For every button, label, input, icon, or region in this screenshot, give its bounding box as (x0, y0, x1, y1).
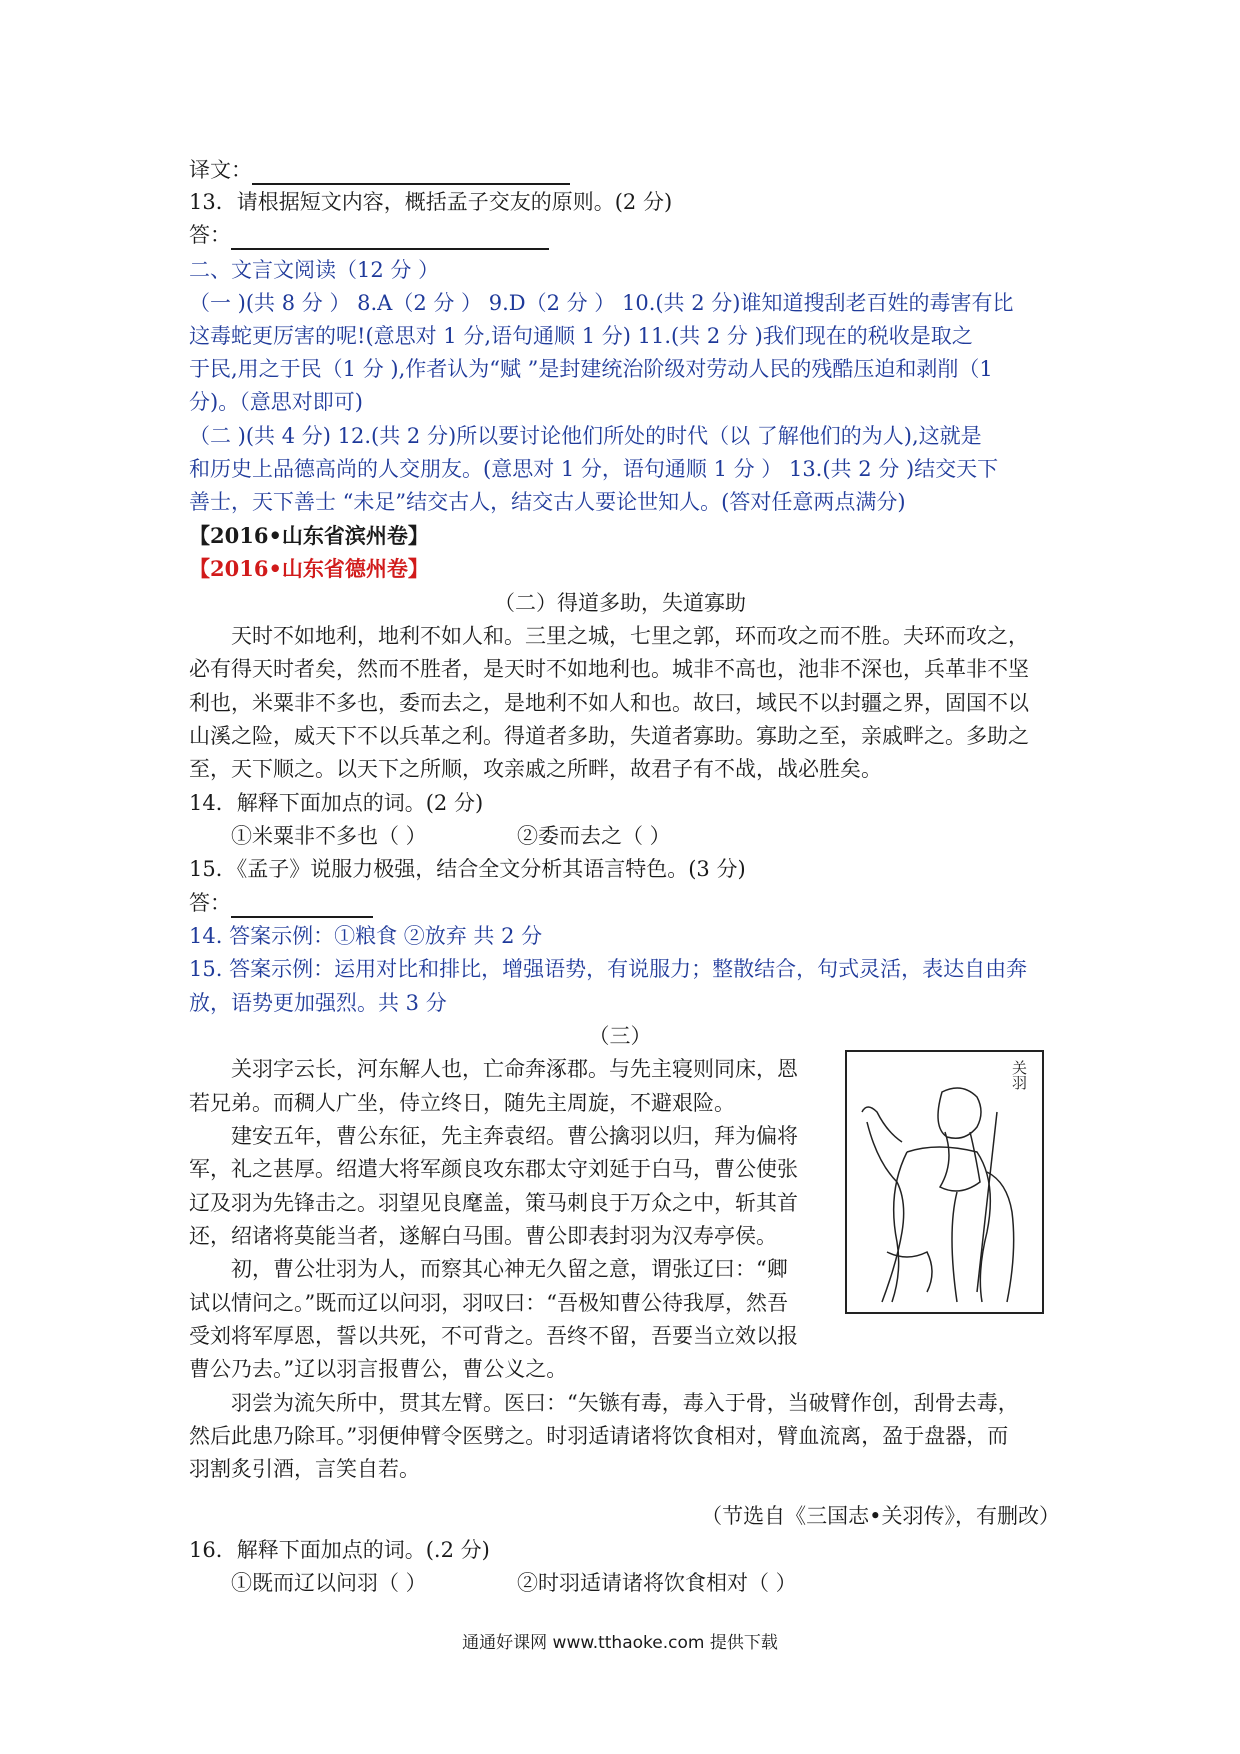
translation-label: 译文： (189, 158, 252, 182)
question-14: 14．解释下面加点的词。(2 分) (189, 791, 484, 815)
guan-yu-figure-icon (847, 1052, 1042, 1312)
answer-c-line: 15. 答案示例：运用对比和排比，增强语势，有说服力；整散结合，句式灵活，表达自由奔 (189, 957, 1028, 981)
answer-blank (231, 894, 373, 918)
answer-label: 答： (189, 891, 231, 915)
passage-2-line: 利也，米粟非不多也，委而去之，是地利不如人和也。故曰，域民不以封疆之界，固国不以 (189, 691, 1029, 715)
illustration-label: 关羽 (1010, 1060, 1028, 1090)
question-15: 15．《孟子》说服力极强，结合全文分析其语言特色。(3 分) (189, 857, 746, 881)
passage-3-line: 若兄弟。而稠人广坐，侍立终日，随先主周旋，不避艰险。 (189, 1091, 735, 1115)
answer-b-line: 善士，天下善士 “未足”结交古人，结交古人要论世知人。(答对任意两点满分) (189, 490, 906, 514)
answer-a-line: （一 )(共 8 分 ） 8.A（2 分 ） 9.D（2 分 ） 10.(共 2 分)谁知道搜刮老百姓的毒害有比 (189, 291, 1014, 315)
question-13-answer (189, 220, 549, 250)
passage-3-line: 试以情问之。”既而辽以问羽，羽叹曰：“吾极知曹公待我厚，然吾 (189, 1291, 788, 1315)
translation-line (189, 155, 570, 185)
source-dezhou: 【2016•山东省德州卷】 (189, 556, 429, 581)
translation-blank (252, 161, 570, 185)
passage-3-title: （三） (588, 1024, 652, 1048)
passage-3-line: 受刘将军厚恩，誓以共死，不可背之。吾终不留，吾要当立效以报 (189, 1324, 798, 1348)
answer-blank (231, 226, 549, 250)
guan-yu-illustration (845, 1050, 1044, 1314)
answer-a-line: 这毒蛇更厉害的呢!(意思对 1 分,语句通顺 1 分) 11.(共 2 分 )我们现在的税收是取之 (189, 324, 973, 348)
question-13: 13．请根据短文内容，概括孟子交友的原则。(2 分) (189, 190, 673, 214)
answer-a-line: 于民,用之于民（1 分 ),作者认为“赋 ”是封建统治阶级对劳动人民的残酷压迫和剥削（1 (189, 357, 993, 381)
passage-2-line: 山溪之险，威天下不以兵革之利。得道者多助，失道者寡助。寡助之至，亲戚畔之。多助之 (189, 724, 1029, 748)
page-footer: 通通好课网 www.tthaoke.com 提供下载 (462, 1633, 778, 1653)
answer-b-line: 和历史上品德高尚的人交朋友。(意思对 1 分，语句通顺 1 分 ） 13.(共 2 分 )结交天下 (189, 457, 999, 481)
question-16-item-2: ②时羽适请诸将饮食相对（ ） (517, 1571, 797, 1595)
passage-3-line: 羽尝为流矢所中，贯其左臂。医曰：“矢镞有毒，毒入于骨，当破臂作创，刮骨去毒， (189, 1391, 1019, 1415)
question-14-item-2: ②委而去之（ ） (517, 824, 671, 848)
question-16-item-1: ①既而辽以问羽（ ） (231, 1571, 427, 1595)
passage-2-line: 天时不如地利，地利不如人和。三里之城，七里之郭，环而攻之而不胜。夫环而攻之， (189, 624, 1029, 648)
answer-b-line: （二 )(共 4 分) 12.(共 2 分)所以要讨论他们所处的时代（以 了解他们的为人),这就是 (189, 424, 982, 448)
passage-3-line: 还，绍诸将莫能当者，遂解白马围。曹公即表封羽为汉寿亭侯。 (189, 1224, 777, 1248)
answer-c-line: 放，语势更加强烈。共 3 分 (189, 991, 447, 1015)
passage-3-line: 初，曹公壮羽为人，而察其心神无久留之意，谓张辽曰：“卿 (189, 1257, 788, 1281)
passage-2-line: 至，天下顺之。以天下之所顺，攻亲戚之所畔，故君子有不战，战必胜矣。 (189, 757, 882, 781)
question-16: 16．解释下面加点的词。(.2 分) (189, 1538, 490, 1562)
passage-3-line: 辽及羽为先锋击之。羽望见良麾盖，策马刺良于万众之中，斩其首 (189, 1191, 798, 1215)
answer-c-line: 14. 答案示例：①粮食 ②放弃 共 2 分 (189, 924, 543, 948)
passage-3-line: 曹公乃去。”辽以羽言报曹公，曹公义之。 (189, 1357, 568, 1381)
section-heading: 二、文言文阅读（12 分 ） (189, 258, 440, 282)
passage-3-line: 然后此患乃除耳。”羽便伸臂令医劈之。时羽适请诸将饮食相对，臂血流离，盈于盘器，而 (189, 1424, 1009, 1448)
passage-3-line: 关羽字云长，河东解人也，亡命奔涿郡。与先主寝则同床，恩 (189, 1057, 798, 1081)
answer-a-line: 分)。（意思对即可) (189, 390, 363, 414)
question-14-item-1: ①米粟非不多也（ ） (231, 824, 427, 848)
passage-2-line: 必有得天时者矣，然而不胜者，是天时不如地利也。城非不高也，池非不深也，兵革非不坚 (189, 657, 1029, 681)
passage-2-title: （二）得道多助，失道寡助 (494, 591, 746, 615)
passage-3-line: 军，礼之甚厚。绍遣大将军颜良攻东郡太守刘延于白马，曹公使张 (189, 1157, 798, 1181)
passage-3-line: 建安五年，曹公东征，先主奔袁绍。曹公擒羽以归，拜为偏将 (189, 1124, 798, 1148)
question-15-answer (189, 888, 373, 918)
answer-label: 答： (189, 223, 231, 247)
passage-3-line: 羽割炙引酒，言笑自若。 (189, 1457, 420, 1481)
passage-3-source: （节选自《三国志•关羽传》，有删改） (701, 1504, 1060, 1528)
source-binzhou: 【2016•山东省滨州卷】 (189, 523, 429, 548)
